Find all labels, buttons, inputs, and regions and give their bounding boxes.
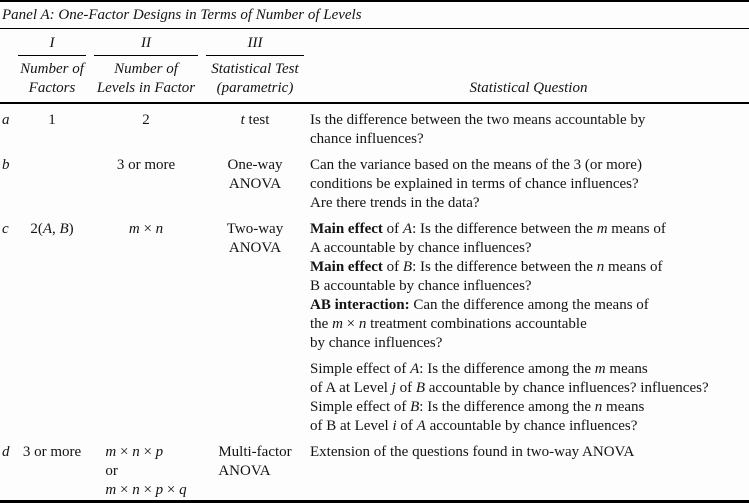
cell-line: 2(A, B) (30, 221, 74, 237)
question-line: Extension of the questions found in two-way ANOVA (310, 444, 635, 460)
column-header-line: Factors (28, 80, 76, 96)
table-header (0, 29, 749, 102)
question-cell (308, 111, 749, 149)
question-line: Is the difference between the two means accountable by (310, 112, 646, 128)
cell-line: or (105, 463, 118, 479)
test-cell (202, 443, 308, 500)
cell-line: m × n × p (105, 444, 164, 460)
factors-lines (14, 220, 90, 239)
test-lines (202, 111, 308, 130)
cell-line: ANOVA (228, 240, 282, 256)
question-line: Main effect of B: Is the difference between the n means of (310, 259, 663, 275)
cell-line: 1 (48, 112, 56, 128)
factors-cell (14, 156, 90, 213)
question-line: A accountable by chance influences? (310, 240, 532, 256)
cell-line: One-way (227, 157, 283, 173)
column-header-line: (parametric) (216, 80, 294, 96)
panel-title: Panel A: One-Factor Designs in Terms of Number of Levels (2, 7, 362, 23)
row-label: d (2, 444, 10, 460)
column-numeral-1: I (18, 34, 86, 56)
factors-cell (14, 111, 90, 149)
levels-cell (90, 156, 202, 213)
cell-line: Two-way (226, 221, 284, 237)
question-line: by chance influences? (310, 335, 443, 351)
column-header-question (308, 34, 749, 98)
question-cell (308, 156, 749, 213)
column-header-line: Number of (114, 61, 178, 77)
table-row (0, 104, 749, 149)
levels-lines (90, 220, 202, 239)
test-cell (202, 156, 308, 213)
levels-cell (90, 111, 202, 149)
cell-line: m × n (128, 221, 164, 237)
column-header-factors (14, 34, 90, 98)
table-row (0, 149, 749, 213)
levels-cell (90, 443, 202, 500)
row-label: c (2, 221, 9, 237)
factors-cell (14, 220, 90, 436)
question-paragraph (310, 156, 749, 213)
question-line: B accountable by chance influences? (310, 278, 532, 294)
column-header-levels (90, 34, 202, 98)
factors-lines (14, 111, 90, 130)
question-line: Main effect of A: Is the difference between the m means of (310, 221, 666, 237)
question-line: the m × n treatment combinations accountable (310, 316, 587, 332)
question-cell (308, 220, 749, 436)
column-header-line: Statistical Test (211, 61, 299, 77)
row-label: b (2, 157, 10, 173)
factors-lines (14, 443, 90, 462)
factors-cell (14, 443, 90, 500)
table-body (0, 104, 749, 500)
question-line: Can the variance based on the means of the 3 (or more) (310, 157, 642, 173)
test-lines (218, 443, 291, 481)
question-line: Are there trends in the data? (310, 195, 480, 211)
test-cell (202, 220, 308, 436)
levels-cell (90, 220, 202, 436)
cell-line: Multi-factor (218, 444, 292, 460)
cell-line: ANOVA (228, 176, 282, 192)
question-line: Simple effect of A: Is the difference among the m means (310, 361, 648, 377)
header-label-spacer (0, 34, 14, 98)
question-line: of B at Level i of A accountable by chance influences? (310, 418, 638, 434)
question-paragraph (310, 111, 749, 149)
question-paragraph (310, 220, 749, 353)
cell-line: 3 or more (22, 444, 82, 460)
question-paragraph (310, 443, 749, 462)
levels-lines (90, 111, 202, 130)
column-numeral-3: III (206, 34, 304, 56)
question-line: AB interaction: Can the difference among the means of (310, 297, 649, 313)
table-row (0, 213, 749, 436)
column-header-line: Number of (20, 61, 84, 77)
column-header-line: Levels in Factor (96, 80, 196, 96)
row-label: a (2, 112, 10, 128)
test-lines (202, 220, 308, 258)
cell-line: 2 (142, 112, 150, 128)
cell-line: ANOVA (218, 463, 271, 479)
levels-lines (90, 156, 202, 175)
question-line: chance influences? (310, 131, 424, 147)
column-header-test (202, 34, 308, 98)
question-line: of A at Level j of B accountable by chance influences? influences? (310, 380, 709, 396)
cell-line: m × n × p × q (105, 482, 187, 498)
levels-lines (105, 443, 186, 500)
question-line: Simple effect of B: Is the difference among the n means (310, 399, 645, 415)
question-paragraph (310, 360, 749, 436)
cell-line: t test (240, 112, 270, 128)
test-cell (202, 111, 308, 149)
cell-line: 3 or more (116, 157, 176, 173)
question-cell (308, 443, 749, 500)
test-lines (202, 156, 308, 194)
table-row (0, 436, 749, 500)
column-numeral-2: II (94, 34, 198, 56)
question-line: conditions be explained in terms of chance influences? (310, 176, 639, 192)
statistical-question-label: Statistical Question (469, 80, 588, 96)
